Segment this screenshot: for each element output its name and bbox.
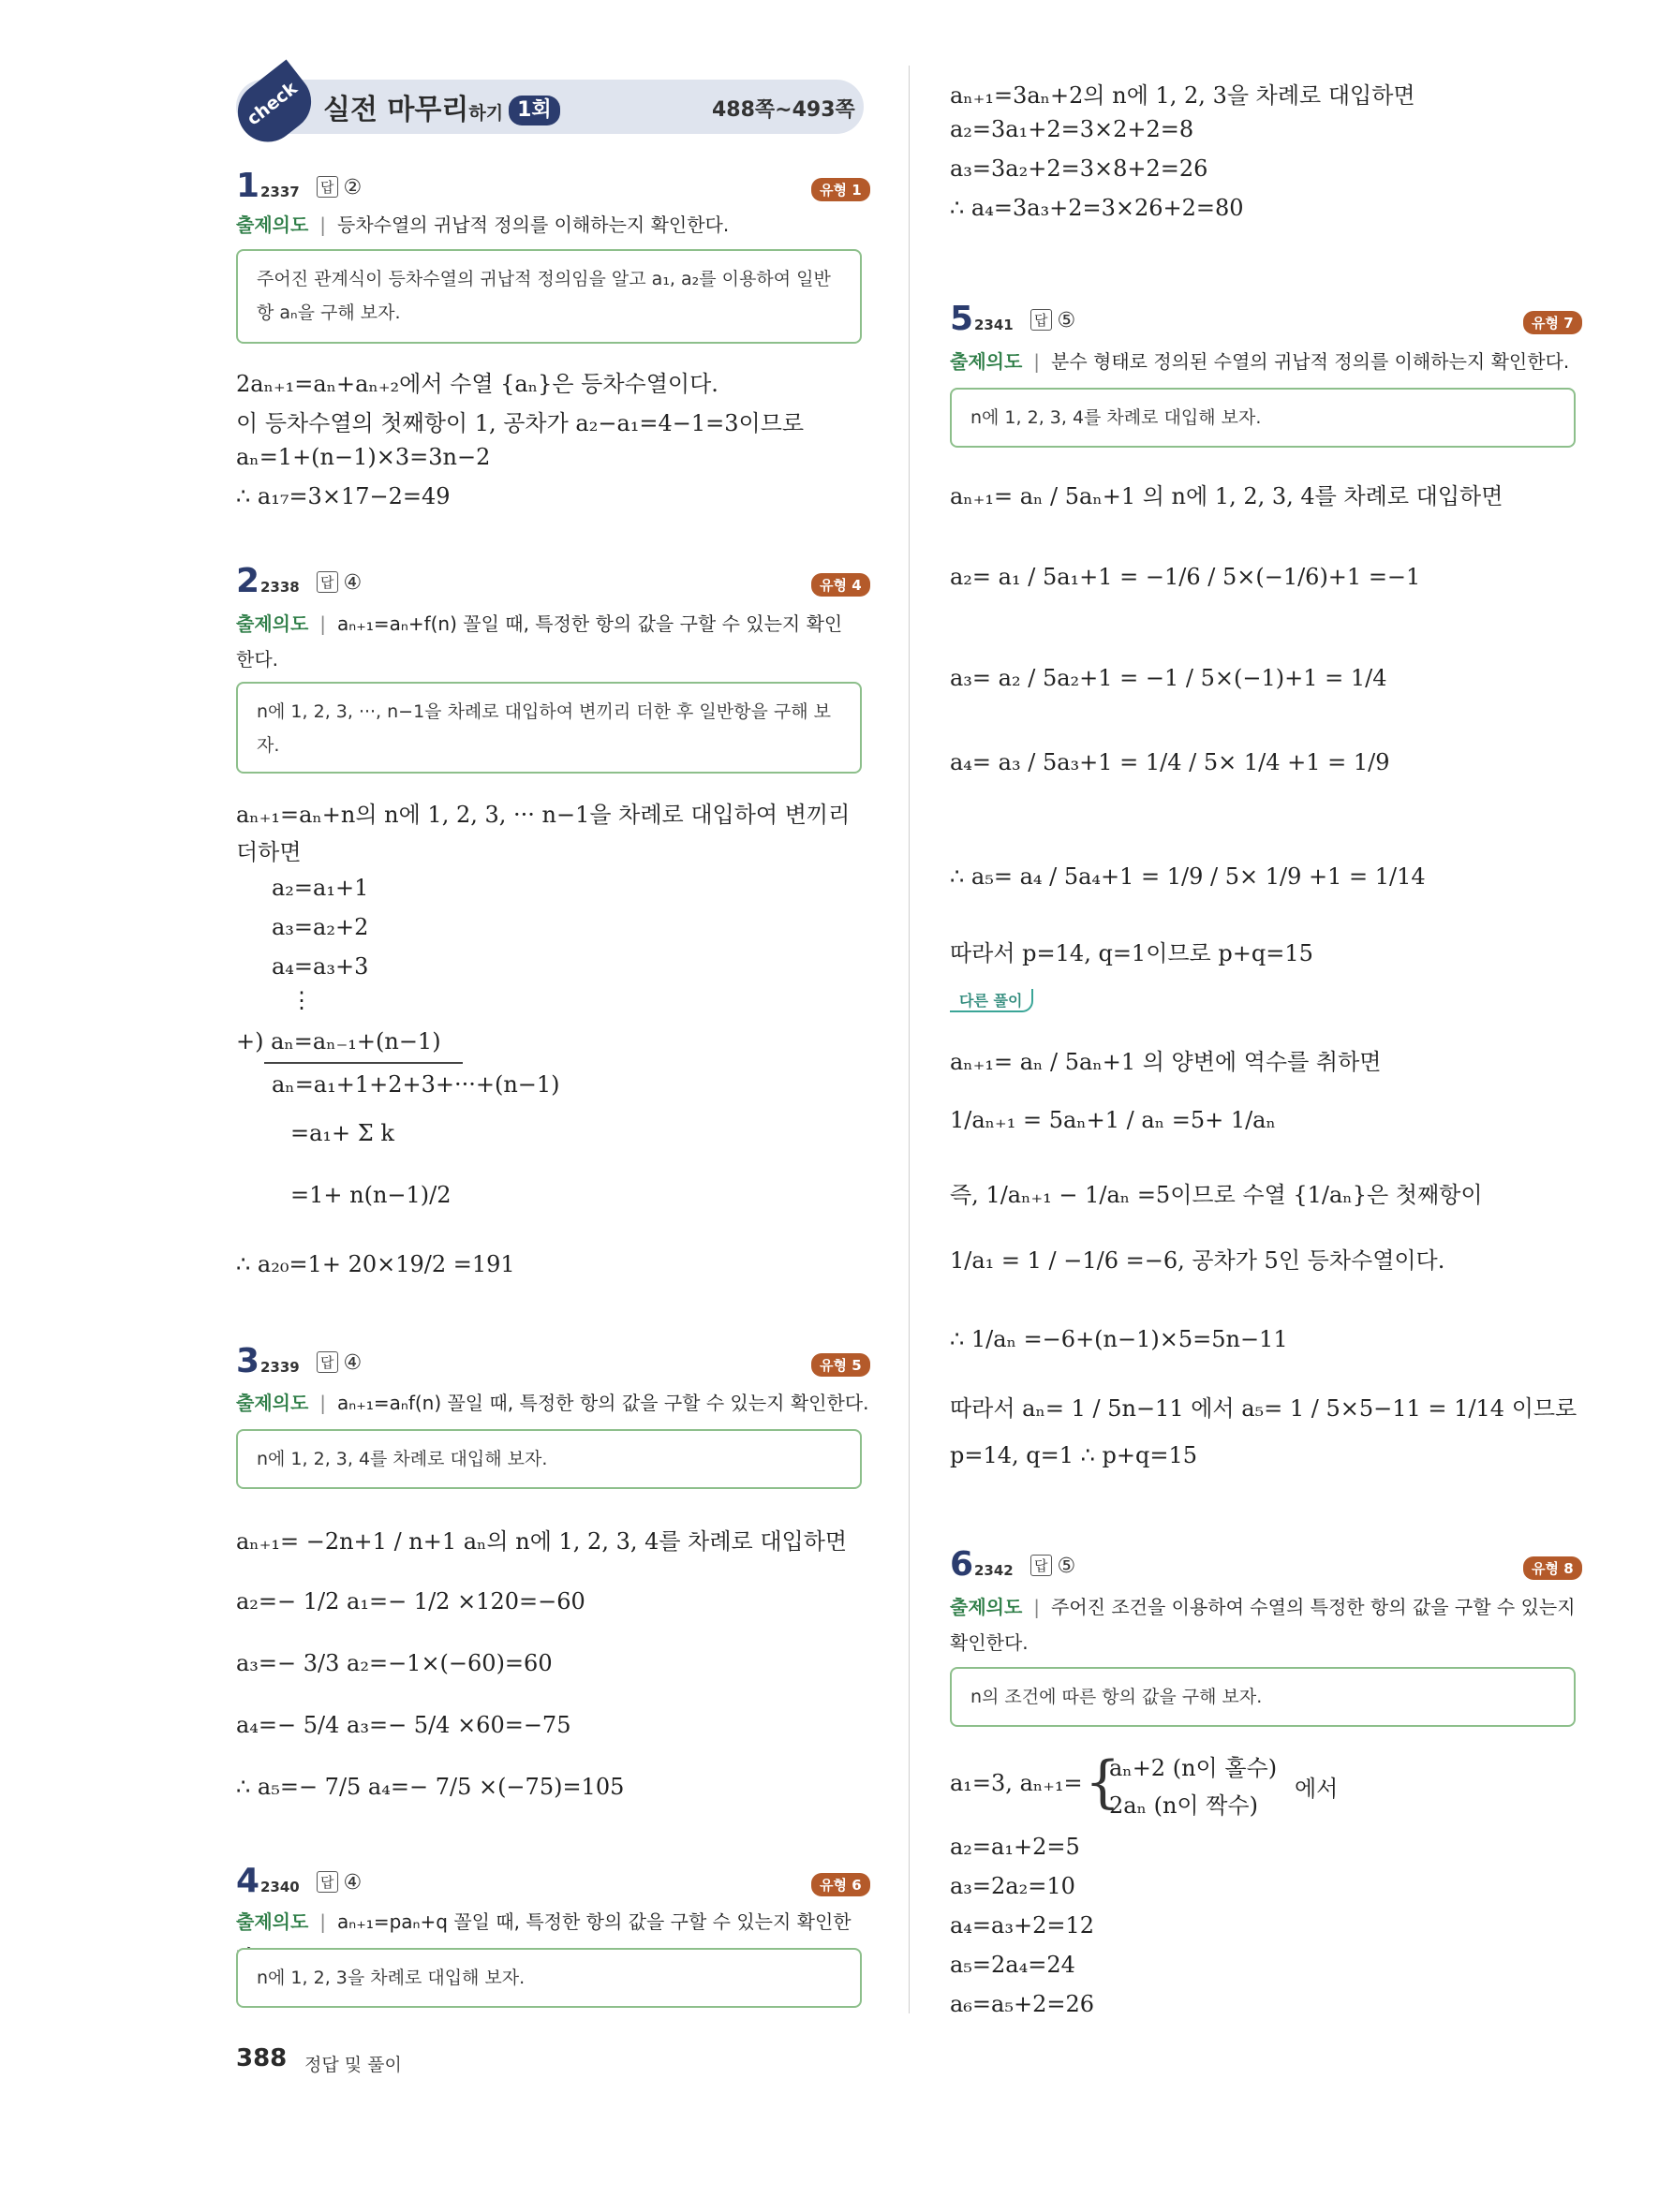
problem-number: 5 — [950, 300, 974, 338]
sum-rule — [264, 1062, 463, 1064]
intent-continued: 한다. — [236, 648, 278, 671]
solution-line: a₃= a₂ / 5a₂+1 = −1 / 5×(−1)+1 = 1/4 — [950, 665, 1387, 691]
hint-box: n에 1, 2, 3, ···, n−1을 차례로 대입하여 변끼리 더한 후 일반항을 구해 보자. — [236, 682, 862, 774]
intent: 출제의도 | aₙ₊₁=aₙ+f(n) 꼴일 때, 특정한 항의 값을 구할 수 있는지 확인 — [236, 612, 843, 635]
intent-text: 주어진 조건을 이용하여 수열의 특정한 항의 값을 구할 수 있는지 — [1051, 1596, 1576, 1618]
answer-value: ⑤ — [1057, 1555, 1076, 1578]
intent-label: 출제의도 — [236, 1392, 309, 1414]
solution-line: a₂=a₁+2=5 — [950, 1834, 1080, 1860]
solution-line: a₃=− 3/3 a₂=−1×(−60)=60 — [236, 1650, 553, 1676]
problem-code: 2341 — [974, 317, 1014, 333]
intent-text: aₙ₊₁=aₙ+f(n) 꼴일 때, 특정한 항의 값을 구할 수 있는지 확인 — [337, 612, 843, 635]
hint-box: n에 1, 2, 3, 4를 차례로 대입해 보자. — [950, 388, 1576, 448]
answer-mark: 답 — [1030, 1555, 1052, 1576]
type-badge: 유형 5 — [811, 1353, 870, 1377]
intent: 출제의도 | aₙ₊₁=paₙ+q 꼴일 때, 특정한 항의 값을 구할 수 있는지 확인한 — [236, 1905, 873, 1974]
solution-line: ⋮ — [290, 987, 313, 1013]
solution-line: aₙ₊₁= aₙ / 5aₙ+1 의 n에 1, 2, 3, 4를 차례로 대입하면 — [950, 483, 1503, 509]
intent-label: 출제의도 — [950, 350, 1023, 373]
solution-line: 따라서 p=14, q=1이므로 p+q=15 — [950, 940, 1313, 966]
intent: 출제의도 | 분수 형태로 정의된 수열의 귀납적 정의를 이해하는지 확인한다. — [950, 350, 1570, 373]
answer — [317, 176, 362, 199]
column-divider — [909, 66, 910, 2013]
problem-number: 1 — [236, 167, 260, 205]
answer-value: ④ — [343, 571, 363, 595]
alt-line: 즉, 1/aₙ₊₁ − 1/aₙ =5이므로 수열 {1/aₙ}은 첫째항이 — [950, 1182, 1483, 1208]
problem-number: 4 — [236, 1862, 260, 1900]
solution-line: a₁=3, aₙ₊₁= — [950, 1770, 1083, 1796]
title-main: 실전 마무리 — [323, 94, 469, 126]
alt-line: p=14, q=1 ∴ p+q=15 — [950, 1442, 1198, 1468]
answer-mark: 답 — [317, 1871, 338, 1893]
intent-continued: 확인한다. — [950, 1631, 1029, 1654]
hint-box: n의 조건에 따른 항의 값을 구해 보자. — [950, 1667, 1576, 1727]
solution-line: a₆=a₅+2=26 — [950, 1991, 1094, 2017]
solution-line: aₙ+2 (n이 홀수) — [1109, 1755, 1278, 1781]
round-badge: 1회 — [509, 96, 560, 125]
answer — [1030, 1555, 1075, 1578]
hint-box: 주어진 관계식이 등차수열의 귀납적 정의임을 알고 a₁, a₂를 이용하여 일반항 aₙ을 구해 보자. — [236, 249, 862, 344]
solution-line: a₂=3a₁+2=3×2+2=8 — [950, 116, 1194, 142]
answer-mark: 답 — [1030, 309, 1052, 331]
intent: 출제의도 | 주어진 조건을 이용하여 수열의 특정한 항의 값을 구할 수 있는지 — [950, 1596, 1576, 1618]
solution-line: a₃=3a₂+2=3×8+2=26 — [950, 155, 1208, 182]
solution-line: 2aₙ₊₁=aₙ+aₙ₊₂에서 수열 {aₙ}은 등차수열이다. — [236, 371, 718, 397]
solution-line: a₄=− 5/4 a₃=− 5/4 ×60=−75 — [236, 1712, 571, 1738]
problem-code: 2340 — [260, 1879, 300, 1895]
solution-line: =a₁+ Σ k — [290, 1120, 394, 1146]
solution-line: a₄=a₃+2=12 — [950, 1912, 1094, 1939]
problem-code: 2337 — [260, 184, 300, 200]
answer — [317, 1871, 362, 1895]
alt-line: aₙ₊₁= aₙ / 5aₙ+1 의 양변에 역수를 취하면 — [950, 1049, 1382, 1075]
footer-label: 정답 및 풀이 — [304, 2055, 402, 2075]
intent-text: 등차수열의 귀납적 정의를 이해하는지 확인한다. — [337, 214, 730, 236]
type-badge: 유형 1 — [811, 178, 870, 201]
answer-value: ④ — [343, 1871, 363, 1895]
answer-mark: 답 — [317, 571, 338, 593]
solution-line: a₅=2a₄=24 — [950, 1952, 1075, 1978]
answer — [317, 571, 362, 595]
alt-line: 1/aₙ₊₁ = 5aₙ+1 / aₙ =5+ 1/aₙ — [950, 1107, 1276, 1133]
alt-solution-label: 다른 풀이 — [950, 989, 1033, 1012]
hint-box: n에 1, 2, 3을 차례로 대입해 보자. — [236, 1948, 862, 2008]
solution-line: 더하면 — [236, 839, 302, 865]
solution-line: a₂=− 1/2 a₁=− 1/2 ×120=−60 — [236, 1588, 585, 1615]
type-badge: 유형 6 — [811, 1873, 870, 1896]
solution-line: aₙ₊₁=3aₙ+2의 n에 1, 2, 3을 차례로 대입하면 — [950, 82, 1415, 109]
type-badge: 유형 4 — [811, 573, 870, 597]
intent-text: aₙ₊₁=aₙf(n) 꼴일 때, 특정한 항의 값을 구할 수 있는지 확인한다. — [337, 1392, 869, 1414]
problem-code: 2339 — [260, 1359, 300, 1376]
solution-line: a₃=2a₂=10 — [950, 1873, 1075, 1899]
solution-line: aₙ₊₁= −2n+1 / n+1 aₙ의 n에 1, 2, 3, 4를 차례로 대입하면 — [236, 1528, 848, 1555]
intent-label: 출제의도 — [950, 1596, 1023, 1618]
problem-code: 2338 — [260, 579, 300, 596]
solution-line: a₄=a₃+3 — [272, 953, 369, 980]
alt-line: 따라서 aₙ= 1 / 5n−11 에서 a₅= 1 / 5×5−11 = 1/14 이므로 — [950, 1395, 1578, 1422]
answer-value: ② — [343, 176, 363, 199]
solution-line: ∴ a₅=− 7/5 a₄=− 7/5 ×(−75)=105 — [236, 1774, 625, 1800]
intent: 출제의도 | 등차수열의 귀납적 정의를 이해하는지 확인한다. — [236, 214, 730, 236]
type-badge: 유형 8 — [1523, 1556, 1582, 1580]
answer-value: ⑤ — [1057, 309, 1076, 332]
type-badge: 유형 7 — [1523, 311, 1582, 334]
answer-mark: 답 — [317, 1351, 338, 1373]
problem-code: 2342 — [974, 1562, 1014, 1579]
banner-title — [323, 86, 560, 127]
solution-line: a₂= a₁ / 5a₁+1 = −1/6 / 5×(−1/6)+1 =−1 — [950, 564, 1421, 590]
problem-number: 2 — [236, 562, 260, 600]
intent-label: 출제의도 — [236, 1910, 309, 1933]
solution-line: a₂=a₁+1 — [272, 875, 369, 901]
solution-line: aₙ₊₁=aₙ+n의 n에 1, 2, 3, ··· n−1을 차례로 대입하여 변끼리 — [236, 802, 851, 828]
intent-text: 분수 형태로 정의된 수열의 귀납적 정의를 이해하는지 확인한다. — [1051, 350, 1570, 373]
page-range: 488쪽~493쪽 — [712, 98, 855, 122]
solution-line: ∴ a₄=3a₃+2=3×26+2=80 — [950, 195, 1244, 221]
intent-text: aₙ₊₁=paₙ+q 꼴일 때, 특정한 항의 값을 구할 수 있는지 확인한 — [337, 1910, 852, 1933]
solution-line: ∴ a₅= a₄ / 5a₄+1 = 1/9 / 5× 1/9 +1 = 1/14 — [950, 863, 1426, 890]
title-suffix: 하기 — [468, 103, 504, 124]
solution-line: ∴ a₂₀=1+ 20×19/2 =191 — [236, 1251, 515, 1277]
brace: { — [1085, 1749, 1121, 1815]
answer-value: ④ — [343, 1351, 363, 1375]
solution-line: 2aₙ (n이 짝수) — [1109, 1792, 1258, 1819]
page-number: 388 — [236, 2044, 288, 2072]
answer — [1030, 309, 1075, 332]
hint-box: n에 1, 2, 3, 4를 차례로 대입해 보자. — [236, 1429, 862, 1489]
solution-line: a₄= a₃ / 5a₃+1 = 1/4 / 5× 1/4 +1 = 1/9 — [950, 749, 1390, 775]
problem-number: 3 — [236, 1342, 260, 1380]
solution-line: aₙ=a₁+1+2+3+···+(n−1) — [272, 1071, 560, 1098]
intent: 출제의도 | aₙ₊₁=aₙf(n) 꼴일 때, 특정한 항의 값을 구할 수 있는지 확인한다. — [236, 1392, 869, 1414]
check-badge: check — [226, 60, 323, 155]
solution-line: a₃=a₂+2 — [272, 914, 369, 940]
alt-line: 1/a₁ = 1 / −1/6 =−6, 공차가 5인 등차수열이다. — [950, 1247, 1445, 1274]
solution-line: +) aₙ=aₙ₋₁+(n−1) — [236, 1028, 441, 1054]
alt-line: ∴ 1/aₙ =−6+(n−1)×5=5n−11 — [950, 1326, 1288, 1352]
intent-label: 출제의도 — [236, 612, 309, 635]
solution-line: aₙ=1+(n−1)×3=3n−2 — [236, 444, 491, 470]
solution-line: ∴ a₁₇=3×17−2=49 — [236, 483, 451, 509]
answer-mark: 답 — [317, 176, 338, 198]
problem-number: 6 — [950, 1545, 974, 1584]
solution-line: 이 등차수열의 첫째항이 1, 공차가 a₂−a₁=4−1=3이므로 — [236, 410, 805, 436]
solution-line: 에서 — [1295, 1776, 1339, 1802]
answer — [317, 1351, 362, 1375]
intent-label: 출제의도 — [236, 214, 309, 236]
solution-line: =1+ n(n−1)/2 — [290, 1182, 452, 1208]
